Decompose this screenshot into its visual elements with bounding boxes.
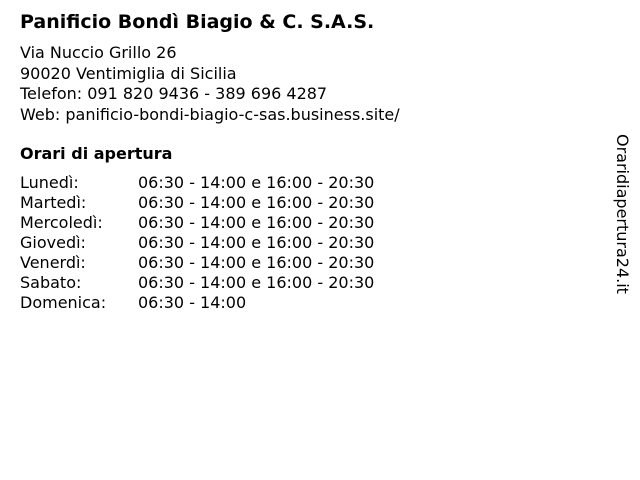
hours-row-monday bbox=[20, 173, 440, 193]
hours-row-wednesday bbox=[20, 213, 440, 233]
day-label: Domenica: bbox=[20, 293, 107, 312]
hours-row-tuesday bbox=[20, 193, 440, 213]
hours-row-saturday bbox=[20, 273, 440, 293]
day-label: Martedì: bbox=[20, 193, 87, 212]
phone-numbers: Telefon: 091 820 9436 - 389 696 4287 bbox=[20, 84, 328, 103]
website: Web: panificio-bondi-biagio-c-sas.business.site/ bbox=[20, 104, 400, 124]
site-brand-vertical: Oraridiapertura24.it bbox=[613, 134, 632, 294]
day-hours: 06:30 - 14:00 e 16:00 - 20:30 bbox=[138, 213, 375, 232]
day-hours: 06:30 - 14:00 e 16:00 - 20:30 bbox=[138, 273, 375, 292]
business-address-block bbox=[20, 43, 400, 125]
day-hours: 06:30 - 14:00 e 16:00 - 20:30 bbox=[138, 173, 375, 192]
business-name: Panificio Bondì Biagio & C. S.A.S. bbox=[20, 11, 375, 33]
hours-row-thursday bbox=[20, 233, 440, 253]
day-label: Sabato: bbox=[20, 273, 82, 292]
hours-row-sunday bbox=[20, 293, 440, 313]
day-hours: 06:30 - 14:00 e 16:00 - 20:30 bbox=[138, 253, 375, 272]
street-address: Via Nuccio Grillo 26 bbox=[20, 43, 177, 62]
day-hours: 06:30 - 14:00 bbox=[138, 293, 247, 312]
opening-hours-heading: Orari di apertura bbox=[20, 144, 173, 163]
day-label: Lunedì: bbox=[20, 173, 79, 192]
day-hours: 06:30 - 14:00 e 16:00 - 20:30 bbox=[138, 193, 375, 212]
day-label: Mercoledì: bbox=[20, 213, 103, 232]
hours-row-friday bbox=[20, 253, 440, 273]
day-label: Venerdì: bbox=[20, 253, 86, 272]
city-address: 90020 Ventimiglia di Sicilia bbox=[20, 63, 237, 83]
opening-hours-list bbox=[20, 173, 440, 313]
day-hours: 06:30 - 14:00 e 16:00 - 20:30 bbox=[138, 233, 375, 252]
day-label: Giovedì: bbox=[20, 233, 86, 252]
